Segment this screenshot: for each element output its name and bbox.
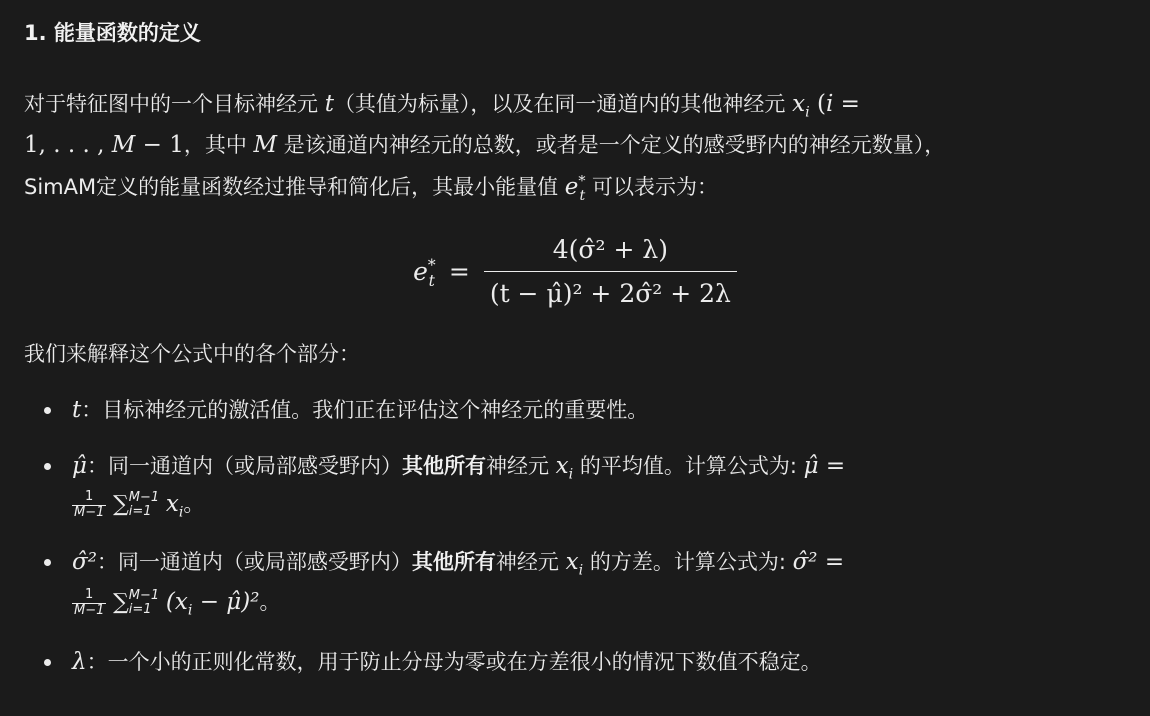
math-M: M xyxy=(111,132,136,158)
sum-symbol: ∑ xyxy=(113,492,129,517)
list-item-sigma xyxy=(72,546,1112,578)
bold-text: 其他所有 xyxy=(411,550,496,574)
bullet-text: ：同一通道内（或局部感受野内） xyxy=(86,454,402,478)
math-et-star: $e^*_t$ xyxy=(564,173,586,204)
text-span: 对于特征图中的一个目标神经元 xyxy=(24,92,325,116)
formula-lhs: $e^*_t$ xyxy=(413,256,436,290)
intro-paragraph-line1 xyxy=(24,88,1114,120)
list-item-sigma-formula xyxy=(72,586,1112,619)
text-span: 是该通道内神经元的总数，或者是一个定义的感受野内的神经元数量）， xyxy=(277,133,946,157)
math-range: 1, . . . , xyxy=(24,132,112,158)
math-xi: $x_i$ xyxy=(555,453,574,483)
math-eq: = xyxy=(833,91,860,117)
math-symbol: μ̂ xyxy=(72,453,87,479)
math-eq: = xyxy=(817,549,845,575)
bullet-dot xyxy=(44,463,51,470)
bullet-text: 的方差。计算公式为: xyxy=(583,550,793,574)
bold-text: 其他所有 xyxy=(401,454,486,478)
sum-symbol: ∑ xyxy=(113,590,129,615)
bullet-dot xyxy=(44,659,51,666)
intro-paragraph-line2 xyxy=(24,129,1114,161)
math-symbol: μ̂ xyxy=(803,453,819,479)
text-span: 。 xyxy=(259,590,281,614)
math-symbol: σ̂² xyxy=(72,549,97,575)
bullet-text: ：同一通道内（或局部感受野内） xyxy=(96,550,412,574)
text-span: SimAM定义的能量函数经过推导和简化后，其最小能量值 xyxy=(24,175,565,199)
text-span: （其值为标量），以及在同一通道内的其他神经元 xyxy=(333,92,793,116)
math-symbol: σ̂² xyxy=(792,549,818,575)
explain-intro: 我们来解释这个公式中的各个部分： xyxy=(24,342,360,366)
sum-limits: M−1 i=1 xyxy=(128,490,160,519)
math-i: i xyxy=(825,91,834,117)
list-item-lambda xyxy=(72,646,1112,678)
sum-limits: M−1 i=1 xyxy=(128,588,160,617)
text-span: 。 xyxy=(183,492,205,516)
formula-numerator: 4(σ̂² + λ) xyxy=(552,235,668,264)
math-symbol: λ xyxy=(72,649,87,675)
math-minus1: − 1 xyxy=(135,132,184,158)
bullet-dot xyxy=(44,559,51,566)
formula-denominator: (t − μ̂)² + 2σ̂² + 2λ xyxy=(484,271,737,311)
text-span: ( xyxy=(809,91,826,117)
energy-formula xyxy=(0,232,1150,311)
mean-fraction: $\frac{1}{M-1}$ xyxy=(74,489,105,520)
list-item-mu xyxy=(72,450,1112,482)
math-xi: $x_i$ xyxy=(565,549,584,579)
bullet-text: 神经元 xyxy=(495,550,566,574)
formula-equals: = xyxy=(448,257,470,286)
math-symbol: t xyxy=(72,397,82,423)
math-xi: $x_i$ xyxy=(792,91,810,121)
formula-fraction xyxy=(484,232,737,311)
list-item-t xyxy=(72,394,1112,426)
text-span: ，其中 xyxy=(183,133,254,157)
text-span: 可以表示为： xyxy=(585,175,718,199)
section-heading: 1. 能量函数的定义 xyxy=(24,21,201,45)
math-t: t xyxy=(324,91,334,117)
intro-paragraph-line3 xyxy=(24,171,1114,203)
math-eq: = xyxy=(818,453,846,479)
variance-fraction: $\frac{1}{M-1}$ xyxy=(74,587,105,618)
bullet-text: ：一个小的正则化常数，用于防止分母为零或在方差很小的情况下数值不稳定。 xyxy=(86,650,822,674)
bullet-text: ：目标神经元的激活值。我们正在评估这个神经元的重要性。 xyxy=(81,398,649,422)
math-variance-term: ($x_i$ − μ̂)² xyxy=(165,589,260,619)
math-xi: $x_i$ xyxy=(165,491,184,521)
math-M: M xyxy=(253,132,278,158)
bullet-text: 的平均值。计算公式为: xyxy=(573,454,804,478)
list-item-mu-formula xyxy=(72,488,1112,521)
bullet-dot xyxy=(44,407,51,414)
bullet-text: 神经元 xyxy=(485,454,556,478)
